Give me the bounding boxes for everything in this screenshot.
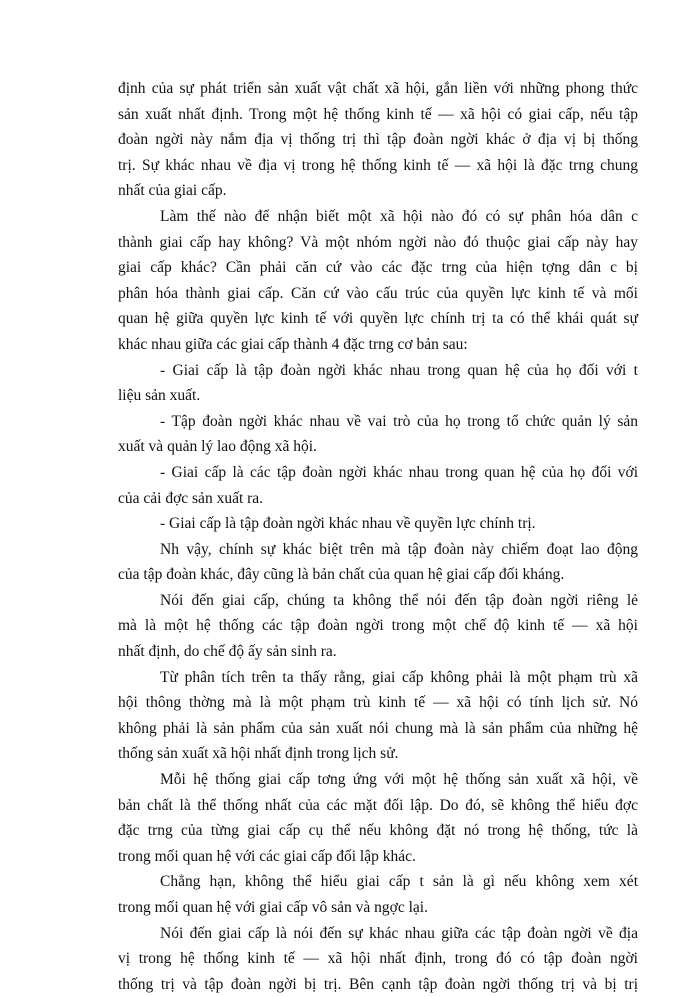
text-line: Nói đến giai cấp, chúng ta không thể nói đến tập đoàn ngời riêng lẻ [160, 591, 638, 609]
text-line: đặc trng của từng giai cấp cụ thể nếu không đặt nó trong hệ thống, tức là [118, 822, 638, 840]
text-line: nhất định, do chế độ ấy sản sinh ra. [118, 643, 337, 661]
text-line: giai cấp khác? Cần phải căn cứ vào các đặc trng của hiện tợng dân c bị [118, 259, 638, 277]
text-line: phân hóa thành giai cấp. Căn cứ vào cấu trúc của quyền lực kinh tế và mối [118, 284, 638, 302]
text-line: mà là một hệ thống các tập đoàn ngời trong một chế độ kinh tế — xã hội [118, 617, 638, 635]
text-line: Chẳng hạn, không thể hiểu giai cấp t sản là gì nếu không xem xét [160, 873, 638, 891]
text-line: thống sản xuất xã hội nhất định trong lịch sử. [118, 745, 399, 763]
text-line: Làm thế nào để nhận biết một xã hội nào đó có sự phân hóa dân c [160, 207, 638, 225]
text-line: nhất của giai cấp. [118, 182, 227, 200]
text-line: không phải là sản phẩm của sản xuất nói chung mà là sản phẩm của những hệ [118, 719, 638, 737]
text-line: thống trị và tập đoàn ngời bị trị. Bên cạnh tập đoàn ngời thống trị và bị trị [118, 975, 638, 993]
text-line: - Tập đoàn ngời khác nhau về vai trò của họ trong tổ chức quản lý sản [160, 412, 638, 430]
text-line: - Giai cấp là các tập đoàn ngời khác nhau trong quan hệ của họ đối với [160, 463, 638, 481]
text-line: bản chất là thể thống nhất của các mặt đối lập. Do đó, sẽ không thể hiểu đợc [118, 796, 638, 814]
text-line: trị. Sự khác nhau về địa vị trong hệ thống kinh tế — xã hội là đặc trng chung [118, 156, 638, 174]
text-line: Nh vậy, chính sự khác biệt trên mà tập đoàn này chiếm đoạt lao động [160, 540, 638, 558]
text-line: liệu sản xuất. [118, 387, 201, 405]
text-line: vị trong hệ thống kinh tế — xã hội nhất định, trong đó có tập đoàn ngời [118, 950, 638, 968]
body-text [118, 76, 638, 997]
text-line: trong mối quan hệ với các giai cấp đối lập khác. [118, 847, 416, 865]
text-line: định của sự phát triển sản xuất vật chất xã hội, gắn liền với những phong thức [118, 80, 638, 97]
text-line: của tập đoàn khác, đây cũng là bản chất của quan hệ giai cấp đối kháng. [118, 566, 565, 584]
text-line: Nói đến giai cấp là nói đến sự khác nhau giữa các tập đoàn ngời về địa [160, 924, 638, 942]
text-line: - Giai cấp là tập đoàn ngời khác nhau về quyền lực chính trị. [160, 515, 536, 533]
text-line: xuất và quản lý lao động xã hội. [118, 438, 317, 456]
text-line: đoàn ngời này nắm địa vị thống trị thì tập đoàn ngời khác ở địa vị bị thống [118, 131, 638, 149]
text-line: thành giai cấp hay không? Và một nhóm ngời nào đó thuộc giai cấp này hay [118, 233, 638, 251]
text-line: quan hệ giữa quyền lực kinh tế với quyền lực chính trị ta có thể khái quát sự [118, 310, 638, 328]
text-line: Mỗi hệ thống giai cấp tơng ứng với một hệ thống sản xuất xã hội, về [160, 771, 638, 789]
text-line: khác nhau giữa các giai cấp thành 4 đặc trng cơ bản sau: [118, 335, 468, 353]
text-line: hội thông thờng mà là một phạm trù kinh tế — xã hội có tính lịch sử. Nó [118, 694, 638, 712]
text-line: của cải đợc sản xuất ra. [118, 489, 264, 507]
text-line: trong mối quan hệ với giai cấp vô sản và ngợc lại. [118, 899, 428, 916]
text-line: Từ phân tích trên ta thấy rằng, giai cấp không phải là một phạm trù xã [160, 668, 638, 686]
text-line: - Giai cấp là tập đoàn ngời khác nhau trong quan hệ của họ đối với t [160, 361, 638, 379]
text-line: sản xuất nhất định. Trong một hệ thống kinh tế — xã hội có giai cấp, nếu tập [118, 105, 638, 123]
